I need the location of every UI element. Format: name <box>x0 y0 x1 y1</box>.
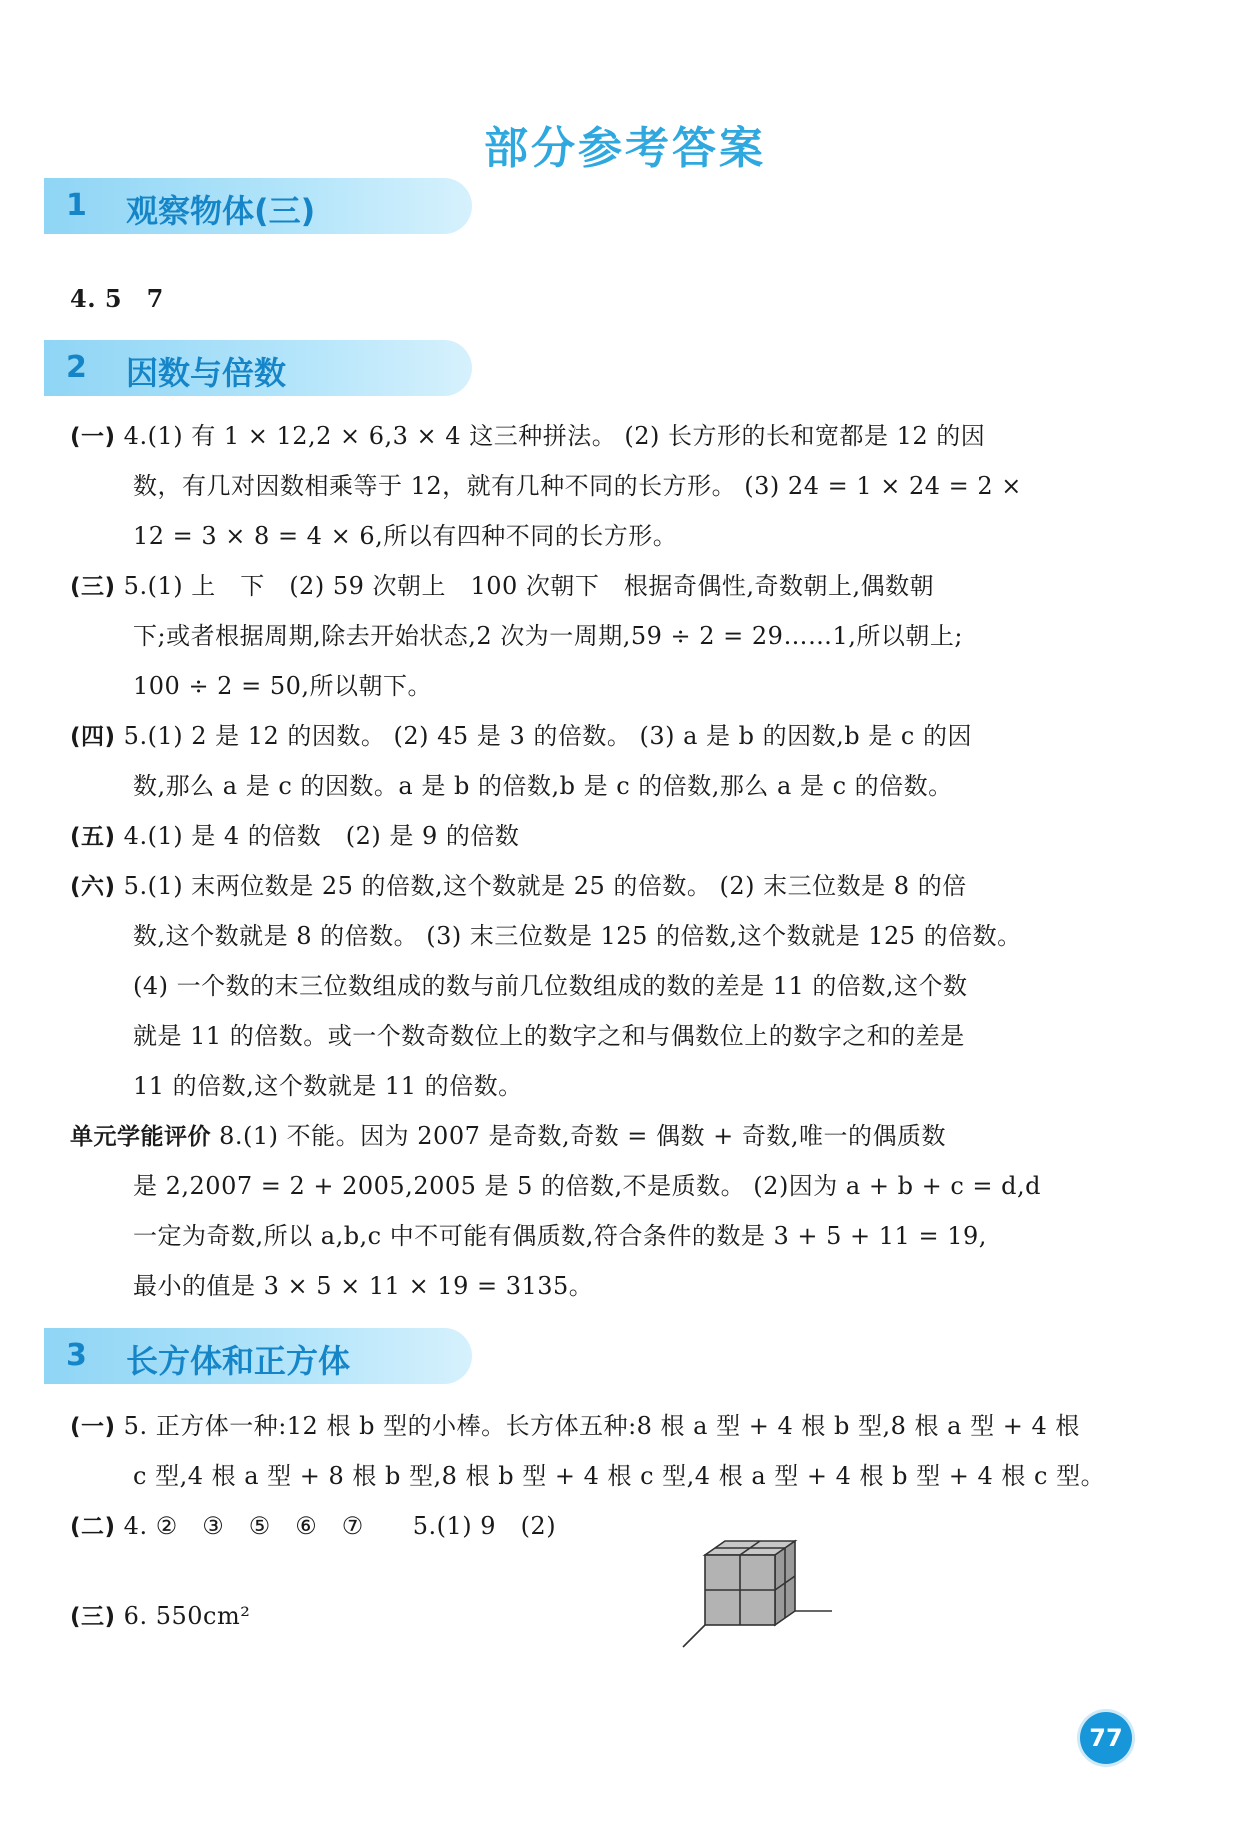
answer-line <box>70 1510 556 1543</box>
answer-text: 5.(1) 2 是 12 的因数。 (2) 45 是 3 的倍数。 (3) a 是 b 的因数,b 是 c 的因 <box>123 722 972 750</box>
section-title: 观察物体(三) <box>126 192 316 230</box>
question-group-label: (五) <box>70 824 116 850</box>
question-group-label: 单元学能评价 <box>70 1124 211 1150</box>
answer-text: 5.(1) 末两位数是 25 的倍数,这个数就是 25 的倍数。 (2) 末三位数是 8 的倍 <box>123 872 967 900</box>
answer-line: c 型,4 根 a 型 + 8 根 b 型,8 根 b 型 + 4 根 c 型,4 根 a 型 + 4 根 b 型 + 4 根 c 型。 <box>133 1462 1106 1490</box>
answer-line <box>70 1120 946 1153</box>
answer-line: 数,那么 a 是 c 的因数。a 是 b 的倍数,b 是 c 的倍数,那么 a 是 c 的倍数。 <box>133 772 953 800</box>
section-header-3 <box>44 1328 472 1384</box>
answer-line: 100 ÷ 2 = 50,所以朝下。 <box>133 672 432 700</box>
question-group-label: (三) <box>70 1604 116 1630</box>
section-title: 因数与倍数 <box>126 354 287 392</box>
answer-line <box>70 820 519 853</box>
page-number-badge: 77 <box>1080 1712 1132 1764</box>
answer-line: 4. 5 7 <box>70 284 164 313</box>
answer-text: 4.(1) 是 4 的倍数 (2) 是 9 的倍数 <box>123 822 520 850</box>
answer-line <box>70 870 967 903</box>
answer-line <box>70 1410 1080 1443</box>
answer-text: 5. 正方体一种:12 根 b 型的小棒。长方体五种:8 根 a 型 + 4 根 b 型,8 根 a 型 + 4 根 <box>123 1412 1080 1440</box>
section-header-1 <box>44 178 472 234</box>
page-title: 部分参考答案 <box>484 123 766 174</box>
section-number: 2 <box>66 350 87 385</box>
answer-line: 下;或者根据周期,除去开始状态,2 次为一周期,59 ÷ 2 = 29……1,所以朝上; <box>133 622 963 650</box>
answer-line: 12 = 3 × 8 = 4 × 6,所以有四种不同的长方形。 <box>133 522 678 550</box>
answer-line <box>70 720 972 753</box>
answer-text: 4. ② ③ ⑤ ⑥ ⑦ 5.(1) 9 (2) <box>123 1512 557 1540</box>
question-group-label: (三) <box>70 574 116 600</box>
answer-line <box>70 570 934 603</box>
answer-line: (4) 一个数的末三位数组成的数与前几位数组成的数的差是 11 的倍数,这个数 <box>133 972 968 1000</box>
answer-text: 8.(1) 不能。因为 2007 是奇数,奇数 = 偶数 + 奇数,唯一的偶质数 <box>219 1122 946 1150</box>
answer-line: 一定为奇数,所以 a,b,c 中不可能有偶质数,符合条件的数是 3 + 5 + 11 = 19, <box>133 1222 987 1250</box>
answer-line <box>70 420 985 453</box>
cube-stack-diagram <box>680 1535 840 1660</box>
question-group-label: (六) <box>70 874 116 900</box>
answer-line <box>70 1600 250 1633</box>
question-group-label: (二) <box>70 1514 116 1540</box>
section-number: 3 <box>66 1338 87 1373</box>
section-title: 长方体和正方体 <box>126 1342 351 1380</box>
answer-line: 就是 11 的倍数。或一个数奇数位上的数字之和与偶数位上的数字之和的差是 <box>133 1022 965 1050</box>
answer-text: 5.(1) 上 下 (2) 59 次朝上 100 次朝下 根据奇偶性,奇数朝上,偶数朝 <box>123 572 935 600</box>
answer-line: 数,这个数就是 8 的倍数。 (3) 末三位数是 125 的倍数,这个数就是 125 的倍数。 <box>133 922 1022 950</box>
answer-line: 是 2,2007 = 2 + 2005,2005 是 5 的倍数,不是质数。 (2)因为 a + b + c = d,d <box>133 1172 1042 1200</box>
answer-line: 11 的倍数,这个数就是 11 的倍数。 <box>133 1072 523 1100</box>
answer-line: 数，有几对因数相乘等于 12，就有几种不同的长方形。 (3) 24 = 1 × 24 = 2 × <box>133 472 1022 500</box>
answer-line: 最小的值是 3 × 5 × 11 × 19 = 3135。 <box>133 1272 594 1300</box>
answer-text: 6. 550cm² <box>123 1602 251 1630</box>
section-number: 1 <box>66 188 87 223</box>
question-group-label: (一) <box>70 1414 116 1440</box>
question-group-label: (一) <box>70 424 116 450</box>
question-group-label: (四) <box>70 724 116 750</box>
section-header-2 <box>44 340 472 396</box>
answer-text: 4.(1) 有 1 × 12,2 × 6,3 × 4 这三种拼法。 (2) 长方形的长和宽都是 12 的因 <box>123 422 986 450</box>
